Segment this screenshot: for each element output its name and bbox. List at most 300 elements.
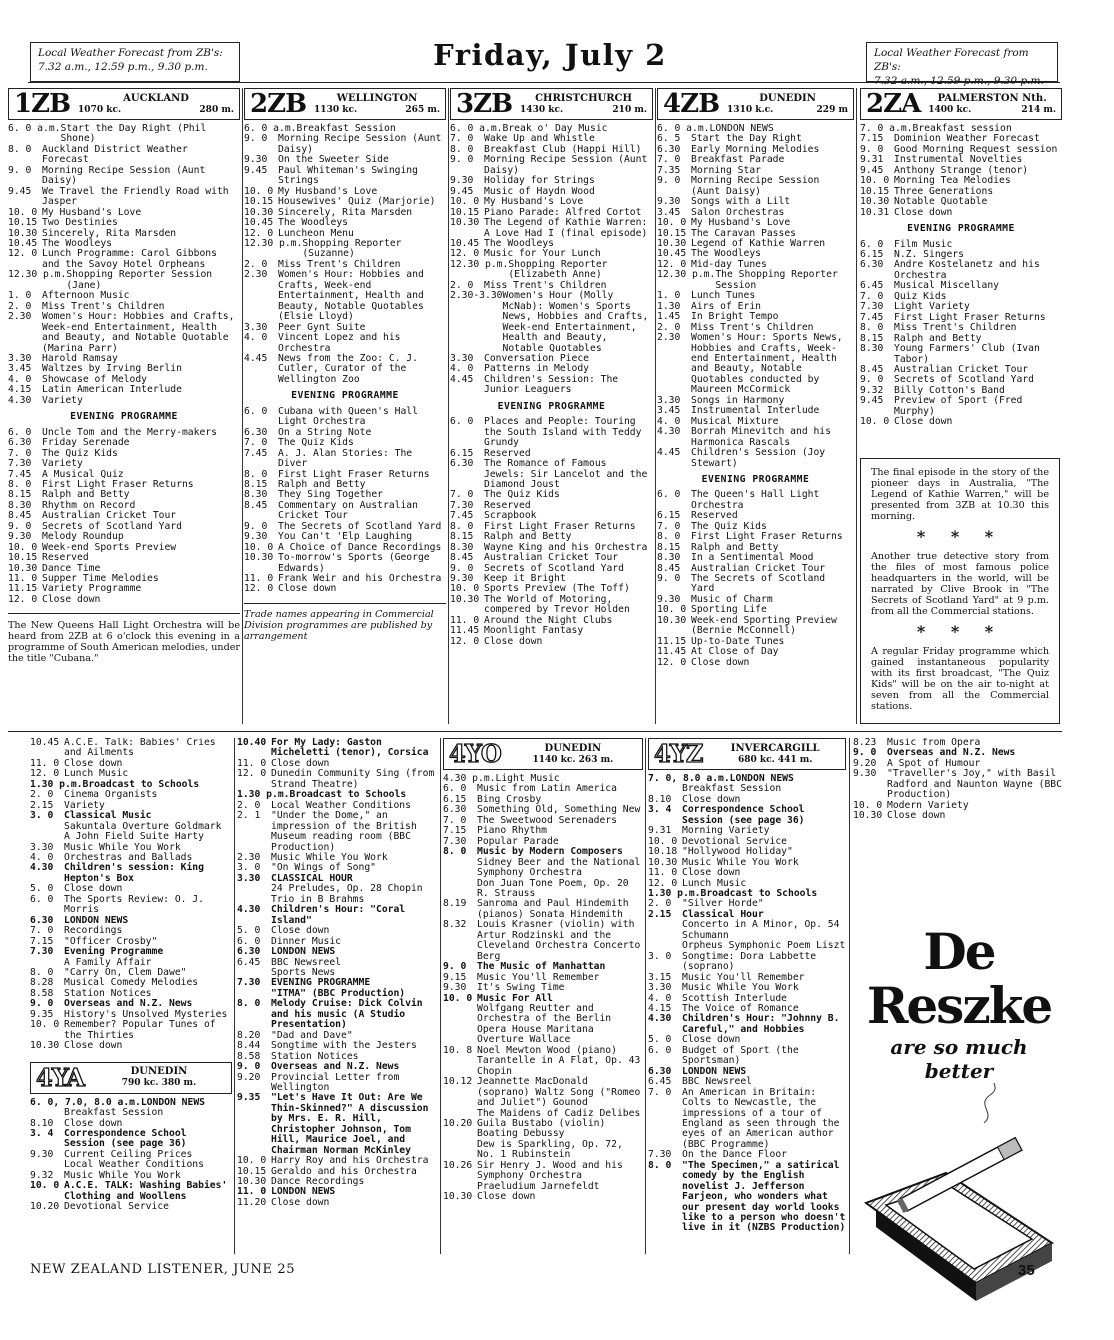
programme-time (30, 832, 64, 842)
programme-time: 4.30 p.m. (443, 773, 496, 784)
programme-title: Australian Cricket Tour (691, 562, 826, 574)
programme-title: The Quiz Kids (42, 447, 118, 459)
programme-title: In a Sentimental Mood (691, 552, 814, 564)
programme-title: Lunch Music (682, 877, 747, 889)
programme-item (657, 176, 854, 197)
station-call-sign: 2ZB (250, 89, 307, 119)
programme-time: 6. 0 (657, 489, 681, 501)
programme-time: 9. 0 (657, 175, 681, 187)
programme-title: Overseas and N.Z. News (887, 747, 1016, 759)
programme-item (30, 1108, 232, 1118)
programme-title: Lunch Music (64, 768, 129, 780)
programme-title: Musical Comedy Melodies (64, 977, 199, 989)
programme-title: Trio in B Brahms (271, 893, 365, 905)
programme-time: 4.30 (8, 394, 32, 406)
programme-title: Ralph and Betty (691, 541, 779, 553)
programme-title: Shopping Reporter (Suzanne) (302, 237, 402, 260)
programme-title: Ralph and Betty (894, 332, 982, 344)
station-call-sign: 1ZB (14, 89, 71, 119)
programme-time: 4.30 (237, 904, 261, 916)
programme-item (244, 239, 446, 260)
column-4yo (443, 738, 643, 1254)
programme-item (30, 759, 232, 769)
programme-list-day (244, 124, 446, 385)
programme-item (860, 197, 1062, 207)
programme-title: Frank Weir and his Orchestra (278, 573, 442, 585)
programme-time: 8.15 (8, 489, 32, 501)
programme-time: 10.45 (657, 248, 687, 260)
programme-time: 10. 0 (657, 604, 687, 616)
programme-title: Light Variety (894, 301, 970, 313)
programme-time: 10. 0 (853, 799, 883, 811)
programme-time: 9.30 (450, 175, 474, 187)
programme-time: 9. 0 (244, 520, 268, 532)
programme-time: 3.30 (8, 352, 32, 364)
programme-time: 12. 0 (237, 768, 267, 780)
programme-item (237, 999, 438, 1030)
programme-time: 3.15 (648, 971, 672, 983)
smoke-wisp (984, 1083, 996, 1123)
programme-title: A Choice of Dance Recordings (278, 541, 442, 553)
programme-time: 8. 0 (30, 966, 54, 978)
programme-time: 7.30 (30, 946, 54, 958)
programme-time: 10.12 (443, 1076, 473, 1088)
programme-time: 8. 0 (443, 846, 467, 858)
programme-title: Week-end Sporting Preview (Bernie McConnell) (691, 614, 837, 637)
programme-item (853, 769, 1062, 800)
programme-title: Sincerely, Rita Marsden (42, 227, 177, 239)
programme-time: 8. 0 (8, 478, 32, 490)
programme-title: On the Sweeter Side (278, 154, 389, 166)
programme-item (443, 1161, 643, 1192)
programme-time: 8.32 (443, 919, 467, 931)
programme-time: 2.30 (244, 269, 268, 281)
programme-title: Breakfast session (912, 123, 1012, 134)
programme-item (30, 1041, 232, 1051)
programme-title: Piano Parade: Alfred Cortot (484, 206, 642, 218)
programme-time: 8.19 (443, 898, 467, 910)
programme-title: First Light Fraser Returns (484, 520, 636, 532)
programme-title: LONDON NEWS (271, 946, 336, 958)
programme-time: 10.30 (8, 562, 38, 574)
programme-time: 9. 0 (8, 164, 32, 176)
note-trade-names: Trade names appearing in Commercial Division programmes are published by arrangement (244, 603, 446, 642)
promo-box (860, 458, 1060, 724)
programme-title: Two Destinies (42, 217, 118, 229)
programme-title: Sincerely, Rita Marsden (278, 206, 413, 218)
programme-time: 8.45 (244, 499, 268, 511)
programme-item (8, 270, 240, 291)
programme-item (237, 1093, 438, 1156)
programme-title: Modern Variety (887, 799, 969, 811)
programme-item (450, 155, 653, 176)
programme-title: The Voice of Romance (682, 1002, 799, 1014)
programme-title: Break o' Day Music (502, 123, 608, 134)
programme-item (244, 218, 446, 228)
programme-time: 1. 0 (657, 290, 681, 302)
programme-item (237, 947, 438, 957)
programme-item (648, 1014, 846, 1035)
column-1zb (8, 88, 240, 740)
programme-time: 1.30 p.m. (30, 778, 83, 790)
programme-title: Noel Mewton Wood (piano) Tarantelle in A Flat, Op. 43 Chopin (477, 1044, 641, 1077)
programme-item (237, 937, 438, 947)
programme-title: Shopping Reporter Session (Jane) (66, 269, 213, 291)
programme-item (450, 501, 653, 511)
programme-time: 2.15 (30, 799, 54, 811)
programme-item (8, 145, 240, 166)
programme-time: 3. 0 (237, 862, 261, 874)
programme-time: 9.30 (443, 982, 467, 994)
programme-time: 10.30 (8, 227, 38, 239)
programme-item (30, 1129, 232, 1150)
programme-item (657, 448, 854, 469)
programme-time: 9. 0 (657, 573, 681, 585)
programme-title: Music by Modern Composers (477, 846, 623, 858)
programme-item (8, 249, 240, 270)
programme-title: Dominion Weather Forecast (894, 133, 1040, 145)
programme-time: 8.30 (8, 499, 32, 511)
programme-title: "The Specimen," a satirical comedy by the English novelist J. Jefferson Farjeon, who wonders what our present day world looks like to a person who doesn't live in it (NZBS Production) (682, 1159, 846, 1234)
programme-time: 12. 0 (30, 768, 60, 780)
programme-title: Morning Recipe Session (Aunt Daisy) (484, 154, 648, 176)
programme-item (450, 291, 653, 354)
programme-time: 10. 0 (860, 416, 890, 428)
programme-title: Music of Haydn Wood (484, 185, 595, 197)
programme-time: 6. 0 (237, 935, 261, 947)
evening-heading: EVENING PROGRAMME (907, 223, 1015, 235)
programme-title: Music For All (477, 992, 553, 1004)
programme-title: Paul Whiteman's Swinging Strings (278, 164, 418, 187)
programme-title: Cinema Organists (64, 789, 158, 801)
programme-item (860, 417, 1062, 427)
programme-title: LONDON NEWS (140, 1096, 205, 1108)
programme-title: Close down (271, 1196, 330, 1208)
programme-title: Music While You Work (64, 841, 181, 853)
programme-title: Miss Trent's Children (42, 300, 165, 312)
footer-publication: NEW ZEALAND LISTENER, JUNE 25 (30, 1262, 296, 1277)
programme-list-evening (8, 428, 240, 606)
programme-title: The Secrets of Scotland Yard (691, 573, 826, 595)
programme-time: 9.45 (244, 164, 268, 176)
programme-item (30, 947, 232, 957)
programme-time: 8.45 (860, 363, 884, 375)
programme-title: First Light Fraser Returns (894, 311, 1046, 323)
programme-time: 7. 0 (244, 437, 268, 449)
programme-title: Close down (894, 416, 953, 428)
programme-title: Up-to-Date Tunes (691, 635, 785, 647)
programme-title: Wayne King and his Orchestra (484, 541, 648, 553)
station-city: INVERCARGILL (730, 742, 820, 754)
programme-time: 4.30 (30, 862, 54, 874)
programme-time: 8. 0 (657, 531, 681, 543)
programme-title: My Husband's Love (42, 206, 142, 218)
programme-title: On the Dance Floor (682, 1149, 787, 1161)
programme-item (450, 218, 653, 239)
programme-time: 8.30 (860, 343, 884, 355)
programme-time: 10. 0 (8, 541, 38, 553)
programme-title: The Quiz Kids (691, 520, 767, 532)
evening-heading: EVENING PROGRAMME (291, 390, 399, 402)
weather-times-right: 7.32 a.m., 12.59 p.m., 9.30 p.m. (874, 75, 1044, 87)
programme-title: The Sports Review: O. J. Morris (64, 893, 204, 916)
programme-time (237, 884, 271, 894)
programme-time: 7.30 (450, 499, 474, 511)
programme-time: 9. 0 (860, 143, 884, 155)
programme-title: Australian Cricket Tour (894, 363, 1029, 375)
programme-title: Billy Cotton's Band (894, 384, 1005, 396)
programme-item (237, 769, 438, 790)
programme-title: First Light Fraser Returns (691, 531, 843, 543)
programme-title: Sidney Beer and the National Symphony Orchestra (477, 856, 641, 879)
programme-time: 8.15 (244, 478, 268, 490)
programme-item (237, 1198, 438, 1208)
programme-title: Songs in Harmony (691, 394, 785, 406)
programme-title: We Travel the Friendly Road with Jasper (42, 185, 229, 208)
programme-title: Children's Session: The Junior Leaguers (484, 373, 619, 396)
programme-title: Music for Your Lunch (484, 248, 601, 260)
programme-time: 3.30 (657, 394, 681, 406)
programme-time: 10. 0 (648, 835, 678, 847)
programme-list-day (8, 124, 240, 406)
programme-title: Variety (64, 799, 105, 811)
programme-title: Moonlight Fantasy (484, 625, 584, 637)
programme-time (443, 1140, 477, 1161)
programme-title: Songtime: Dora Labbette (soprano) (682, 950, 817, 973)
programme-title: Women's Hour: Hobbies and Crafts, Week-end Entertainment, Health and Beauty, and Notable Quotable (Marina Parr) (42, 311, 235, 354)
station-header-4yo (443, 738, 643, 770)
programme-title: BBC Newsreel (682, 1076, 752, 1088)
programme-title: Melody Cruise: Dick Colvin and his music (A Studio Presentation) (271, 998, 423, 1031)
programme-title: They Sing Together (278, 489, 383, 501)
programme-time: 12. 0 (8, 248, 38, 260)
column-2zb (244, 88, 446, 740)
programme-item (8, 218, 240, 228)
programme-time: 12. 0 (450, 248, 480, 260)
programme-title: Close down (64, 1117, 123, 1129)
programme-time: 3.45 (657, 405, 681, 417)
programme-time: 10. 0 (244, 541, 274, 553)
programme-time: 8.23 (853, 738, 877, 748)
programme-list-4yo (443, 774, 643, 1203)
programme-title: Women's Hour: Hobbies and Crafts, Week-end Entertainment, Health and Beauty, Notable Quotables (Elsie Lloyd) (278, 269, 424, 323)
column-3zb (450, 88, 653, 740)
programme-title: For My Lady: Gaston Micheletti (tenor), Corsica (271, 738, 429, 759)
programme-time: 10.30 (657, 614, 687, 626)
programme-title: Sports News (271, 966, 336, 978)
programme-time: 11. 0 (8, 573, 38, 585)
programme-time: 11.15 (8, 583, 38, 595)
programme-item (657, 574, 854, 595)
programme-item (244, 553, 446, 574)
programme-time: 10.30 (244, 206, 274, 218)
column-divider (849, 738, 850, 1254)
programme-title: Melody Roundup (42, 531, 124, 543)
programme-time: 5. 0 (30, 883, 54, 895)
programme-time: 7. 0 (443, 814, 467, 826)
programme-item (8, 166, 240, 187)
promo-scotland-yard: Another true detective story from the files of most famous police headquarters in the world, will be narrated by Clive Brook in "The Secrets of Scotland Yard" at 9 p.m. from all the Commercial stations. (871, 551, 1049, 617)
programme-title: Early Morning Melodies (691, 143, 820, 155)
programme-title: Secrets of Scotland Yard (484, 562, 624, 574)
programme-time: 9.45 (860, 164, 884, 176)
programme-title: On a String Note (278, 426, 372, 438)
station-metres: 229 m (816, 104, 848, 115)
station-call-sign: 4YO (449, 739, 501, 768)
programme-item (648, 1161, 846, 1234)
programme-title: First Light Fraser Returns (278, 468, 430, 480)
programme-item (30, 863, 232, 884)
programme-title: CLASSICAL HOUR (271, 872, 353, 884)
programme-title: "Hollywood Holiday" (682, 846, 793, 858)
programme-time: 6.45 (648, 1076, 672, 1088)
ad-brand: De Reszke (866, 922, 1052, 1035)
programme-title: Close down (894, 206, 953, 218)
programme-title: LONDON NEWS (729, 773, 794, 784)
programme-title: Classical Hour (682, 908, 764, 920)
programme-title: Instrumental Interlude (691, 405, 820, 417)
programme-title: "Let's Have It Out: Are We Thin-Skinned?" A discussion by Mrs. E. R. Hill, Christopher Johnson, Tom Hill, Maurice Joel, and Chairman Norman McKinley (271, 1092, 429, 1156)
separator-stars: * * * (916, 622, 1004, 641)
station-frequency: 790 kc. 380 m. (121, 1078, 197, 1089)
programme-time: 6. 5 (657, 133, 681, 145)
programme-time: 7. 0 (450, 489, 474, 501)
programme-time: 4.45 (657, 447, 681, 459)
page-number: 35 (1018, 1262, 1035, 1279)
programme-time: 3. 4 (648, 804, 672, 816)
programme-time: 8.30 (657, 552, 681, 564)
programme-time: 1.30 p.m. (648, 887, 701, 899)
station-call-sign: 4YA (36, 1062, 84, 1092)
station-header-3zb (450, 88, 653, 120)
column-divider (448, 88, 449, 724)
programme-time: 7.30 (648, 1149, 672, 1161)
programme-time: 2. 1 (237, 810, 261, 822)
programme-item (657, 333, 854, 396)
station-kc: 1430 kc. (520, 104, 564, 115)
programme-title: My Husband's Love (278, 185, 378, 197)
programme-item (244, 574, 446, 584)
station-call-sign: 3ZB (456, 89, 513, 119)
programme-title: Reserved (484, 499, 531, 511)
programme-title: Concerto in A Minor, Op. 54 Schumann (682, 919, 840, 941)
programme-title: Breakfast Session (682, 783, 782, 795)
column-4zb (657, 88, 854, 740)
programme-title: Close down (682, 1034, 741, 1046)
programme-title: Station Notices (64, 987, 152, 999)
programme-title: Holiday for Strings (484, 175, 595, 187)
programme-title: Three Generations (894, 185, 994, 197)
programme-time: 9.20 (853, 757, 877, 769)
programme-title: Miss Trent's Children (484, 279, 607, 291)
programme-time: 4.30 (657, 426, 681, 438)
programme-time: 8.30 (244, 489, 268, 501)
programme-time: 7.45 (8, 468, 32, 480)
programme-time: 6.15 (450, 447, 474, 459)
programme-time: 10. 0 (450, 583, 480, 595)
programme-item (8, 312, 240, 354)
programme-item (443, 1140, 643, 1161)
programme-item (443, 1077, 643, 1108)
programme-title: Quiz Kids (894, 290, 947, 302)
programme-time: 10.30 (30, 1040, 60, 1052)
programme-title: Good Morning Request session (894, 143, 1058, 155)
station-city: DUNEDIN (759, 92, 816, 104)
programme-title: Bing Crosby (477, 793, 542, 805)
programme-item (450, 260, 653, 281)
programme-time: 8.10 (30, 1117, 54, 1129)
programme-title: Recordings (64, 925, 123, 937)
note-queens-hall: The New Queens Hall Light Orchestra will be heard from 2ZB at 6 o'clock this evening in a programme of South American melodies, under the title "Cubana." (8, 613, 240, 664)
programme-time: 10.15 (8, 552, 38, 564)
page-title: Friday, July 2 (433, 38, 667, 72)
programme-title: Morning Recipe Session (Aunt Daisy) (691, 175, 820, 197)
programme-time: 6. 0 (860, 238, 884, 250)
programme-title: Dance Time (42, 562, 101, 574)
programme-title: BBC Newsreel (271, 956, 341, 968)
programme-title: Women's Hour: Sports News, Hobbies and Crafts, Week-end Entertainment, Health and Beauty, Notable Quotables conducted by Maureen McCormick (691, 332, 843, 396)
programme-title: Breakfast Parade (691, 154, 785, 166)
programme-time: 8.10 (648, 793, 672, 805)
programme-title: Dunedin Community Sing (from Strand Theatre) (271, 768, 435, 790)
programme-item (450, 375, 653, 396)
station-kc: 1070 kc. (78, 104, 122, 115)
programme-title: Breakfast Club (Happi Hill) (484, 143, 642, 155)
programme-time: 6.15 (657, 510, 681, 522)
programme-time: 9. 0 (450, 562, 474, 574)
station-call-sign: 4YZ (654, 739, 703, 768)
programme-title: In Bright Tempo (691, 311, 779, 323)
programme-time: 8.58 (30, 987, 54, 999)
programme-title: Classical Music (64, 810, 152, 822)
programme-title: Remember? Popular Tunes of the Thirties (64, 1019, 216, 1041)
programme-title: The Queen's Hall Light Orchestra (691, 489, 820, 511)
programme-time: 8.58 (237, 1050, 261, 1062)
programme-item (237, 958, 438, 968)
programme-time: 8.20 (237, 1029, 261, 1041)
programme-time: 8.15 (657, 541, 681, 553)
programme-title: Lunch Tunes (691, 290, 756, 302)
programme-time: 9. 0 (853, 747, 877, 759)
programme-time: 4. 0 (30, 851, 54, 863)
programme-time: 4.30 (648, 1013, 672, 1025)
programme-time: 6.30 (30, 914, 54, 926)
programme-title: Close down (477, 1191, 536, 1203)
programme-time: 2.30-3.30 (450, 290, 503, 302)
programme-time: 10. 0 (443, 992, 473, 1004)
programme-item (860, 281, 1062, 291)
programme-item (237, 1156, 438, 1166)
programme-time: 10.30 (860, 196, 890, 208)
programme-title: Commentary on Australian Cricket Tour (278, 499, 418, 522)
programme-item (860, 208, 1062, 218)
programme-time: 9.31 (860, 154, 884, 166)
programme-item (648, 805, 846, 826)
programme-time: 6. 0 a.m. (450, 123, 503, 134)
programme-item (237, 1187, 438, 1197)
programme-title: Peer Gynt Suite (278, 321, 366, 333)
programme-item (237, 905, 438, 926)
programme-title: "Traveller's Joy," with Basil Radford and Naunton Wayne (BBC Production) (887, 768, 1062, 801)
programme-title: Sporting Life (691, 604, 767, 616)
programme-title: Notable Quotable (894, 196, 988, 208)
programme-item (30, 738, 232, 759)
programme-title: Music While You Work (64, 1169, 181, 1181)
programme-title: Miss Trent's Children (278, 258, 401, 270)
programme-time: 5. 0 (648, 1034, 672, 1046)
programme-title: "Dad and Dave" (271, 1029, 353, 1041)
programme-title: Close down (271, 757, 330, 769)
